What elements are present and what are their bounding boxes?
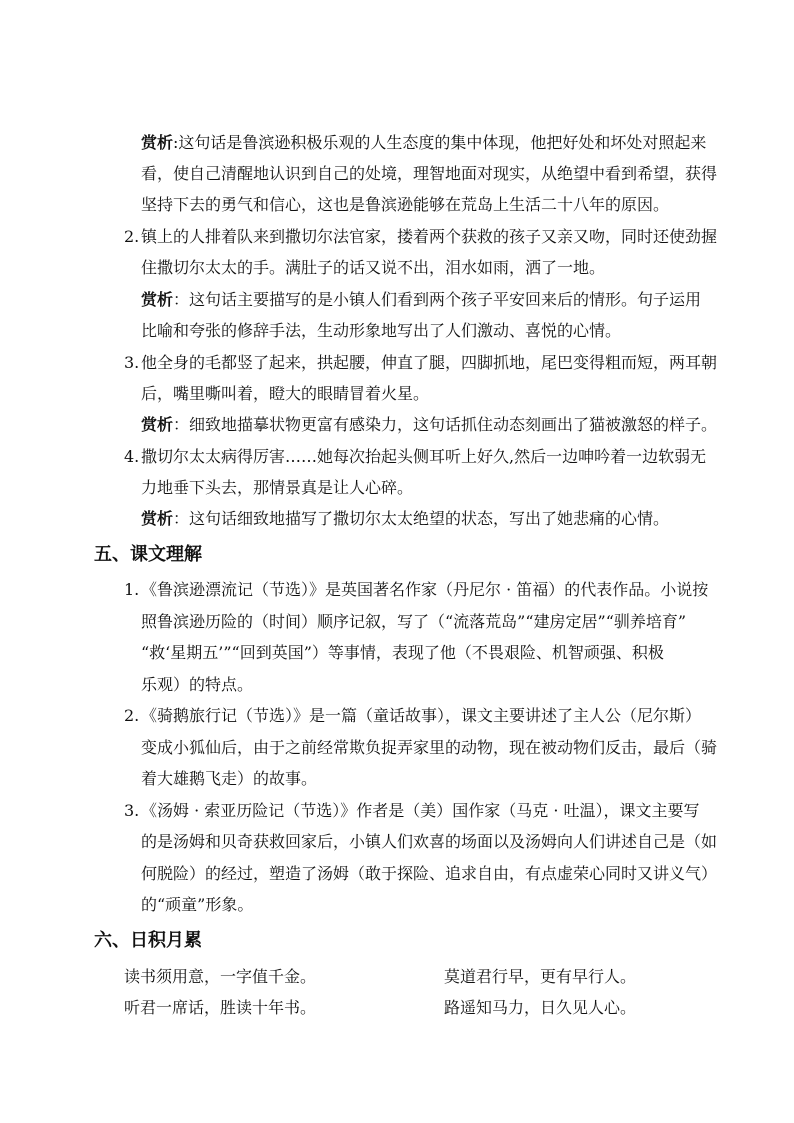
proverb-item: 莫道君行早，更有早行人。 — [444, 967, 637, 986]
list-item-line: 何脱险）的经过，塑造了汤姆（敢于探险、追求自由，有点虚荣心同时又讲义气） — [141, 864, 718, 883]
analysis-label: 赏析 — [141, 133, 174, 152]
list-item-number: 4. — [124, 447, 140, 466]
section-heading: 六、日积月累 — [94, 930, 202, 951]
list-item-line: 《汤姆 · 索亚历险记（节选）》作者是（美）国作家（马克 · 吐温），课文主要写 — [141, 801, 700, 820]
analysis-line — [141, 133, 706, 153]
proverb-item: 路遥知马力，日久见人心。 — [444, 998, 637, 1017]
list-item-line: 《骑鹅旅行记（节选）》是一篇（童话故事），课文主要讲述了主人公（尼尔斯） — [141, 706, 702, 725]
analysis-text: ：这句话细致地描写了撒切尔太太绝望的状态，写出了她悲痛的心情。 — [173, 509, 670, 528]
list-item-line: 照鲁滨逊历险的（时间）顺序记叙，写了（“流落荒岛”“建房定居”“驯养培育” — [141, 612, 687, 631]
analysis-label: 赏析 — [141, 509, 174, 528]
quote-line: 他全身的毛都竖了起来，拱起腰，伸直了腿，四脚抓地，尾巴变得粗而短，两耳朝 — [141, 353, 718, 372]
analysis-line: 比喻和夸张的修辞手法，生动形象地写出了人们激动、喜悦的心情。 — [141, 321, 622, 340]
list-item-line: 《鲁滨逊漂流记（节选）》是英国著名作家（丹尼尔 · 笛福）的代表作品。小说按 — [141, 580, 709, 599]
quote-line: 镇上的人排着队来到撒切尔法官家，搂着两个获救的孩子又亲又吻，同时还使劲握 — [141, 227, 718, 246]
list-item-line: “救‘星期五’”“回到英国”）等事情，表现了他（不畏艰险、机智顽强、积极 — [141, 643, 664, 662]
analysis-line: 坚持下去的勇气和信心，这也是鲁滨逊能够在荒岛上生活二十八年的原因。 — [141, 195, 670, 214]
quote-line: 住撒切尔太太的手。满肚子的话又说不出，泪水如雨，洒了一地。 — [141, 258, 606, 277]
analysis-line — [141, 509, 669, 529]
analysis-label: 赏析 — [141, 290, 174, 309]
list-item-number: 2. — [124, 227, 140, 246]
analysis-line — [141, 290, 701, 310]
list-item-line: 着大雄鹅飞走）的故事。 — [141, 769, 318, 788]
list-item-line: 变成小狐仙后，由于之前经常欺负捉弄家里的动物，现在被动物们反击，最后（骑 — [141, 738, 718, 757]
list-item-number: 3. — [124, 353, 140, 372]
list-item-number: 2. — [124, 706, 140, 725]
quote-line: 后，嘴里嘶叫着，瞪大的眼睛冒着火星。 — [141, 384, 430, 403]
list-item-number: 3. — [124, 801, 140, 820]
list-item-line: 的“顽童”形象。 — [141, 895, 254, 914]
analysis-text: :这句话是鲁滨逊积极乐观的人生态度的集中体现，他把好处和坏处对照起来 — [173, 133, 707, 152]
list-item-number: 1. — [124, 580, 140, 599]
quote-line: 撒切尔太太病得厉害……她每次抬起头侧耳听上好久,然后一边呻吟着一边软弱无 — [141, 447, 707, 466]
analysis-line — [141, 415, 717, 435]
list-item-line: 的是汤姆和贝奇获救回家后，小镇人们欢喜的场面以及汤姆向人们讲述自己是（如 — [141, 832, 718, 851]
proverb-item: 听君一席话，胜读十年书。 — [124, 998, 317, 1017]
analysis-text: ：细致地描摹状物更富有感染力，这句话抓住动态刻画出了猫被激怒的样子。 — [173, 415, 718, 434]
proverb-item: 读书须用意，一字值千金。 — [124, 967, 317, 986]
quote-line: 力地垂下头去，那情景真是让人心碎。 — [141, 478, 414, 497]
analysis-label: 赏析 — [141, 415, 174, 434]
analysis-text: ：这句话主要描写的是小镇人们看到两个孩子平安回来后的情形。句子运用 — [173, 290, 702, 309]
section-heading: 五、课文理解 — [94, 544, 202, 565]
analysis-line: 看，使自己清醒地认识到自己的处境，理智地面对现实，从绝望中看到希望，获得 — [141, 164, 718, 183]
list-item-line: 乐观）的特点。 — [141, 675, 254, 694]
